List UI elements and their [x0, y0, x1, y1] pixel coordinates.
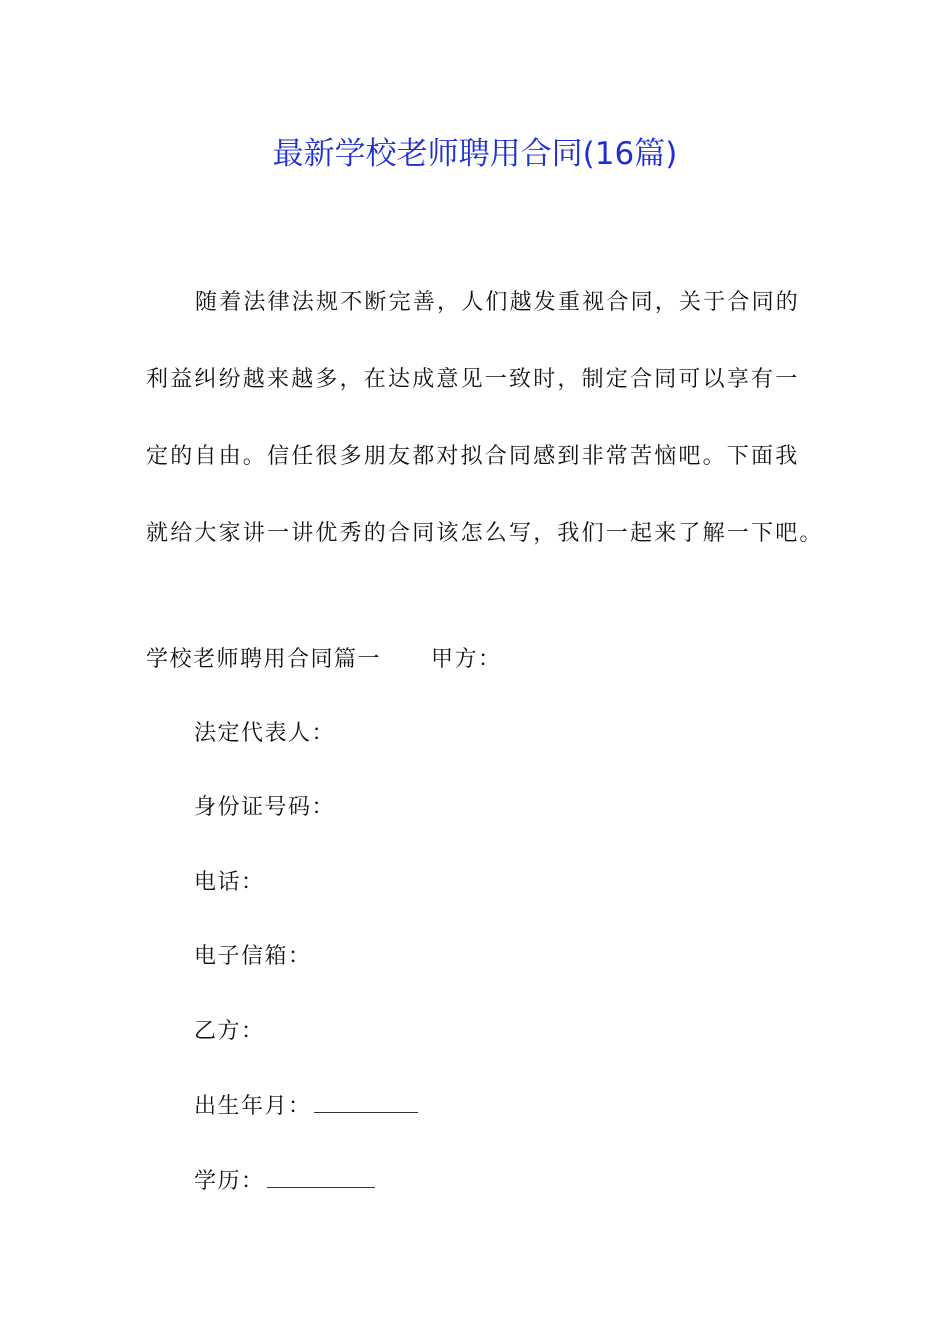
field-label: 法定代表人： [194, 721, 336, 746]
intro-line: 利益纠纷越来越多，在达成意见一致时，制定合同可以享有一 [146, 367, 800, 392]
field-birth-date [194, 1087, 418, 1127]
field-legal-representative [194, 714, 335, 754]
field-label: 出生年月： [194, 1094, 312, 1119]
intro-line: 就给大家讲一讲优秀的合同该怎么写，我们一起来了解一下吧。 [146, 521, 824, 546]
fill-in-blank [314, 1090, 418, 1113]
party-a-label: 甲方： [431, 647, 502, 672]
field-email [194, 937, 312, 977]
document-title: 最新学校老师聘用合同(16篇) [272, 136, 678, 172]
field-label: 电话： [194, 870, 265, 895]
intro-paragraph [146, 264, 824, 572]
intro-line: 随着法律法规不断完善，人们越发重视合同，关于合同的 [195, 290, 801, 315]
field-party-b [194, 1012, 265, 1052]
field-phone [194, 863, 265, 903]
intro-line: 定的自由。信任很多朋友都对拟合同感到非常苦恼吧。下面我 [146, 444, 800, 469]
field-education [194, 1162, 375, 1202]
field-label: 乙方： [194, 1019, 265, 1044]
field-label: 身份证号码： [194, 795, 336, 820]
field-id-number [194, 788, 335, 828]
field-label: 学历： [194, 1169, 265, 1194]
field-label: 电子信箱： [194, 944, 312, 969]
fill-in-blank [267, 1165, 375, 1188]
section-heading [146, 640, 502, 680]
section-title: 学校老师聘用合同篇一 [146, 647, 382, 672]
